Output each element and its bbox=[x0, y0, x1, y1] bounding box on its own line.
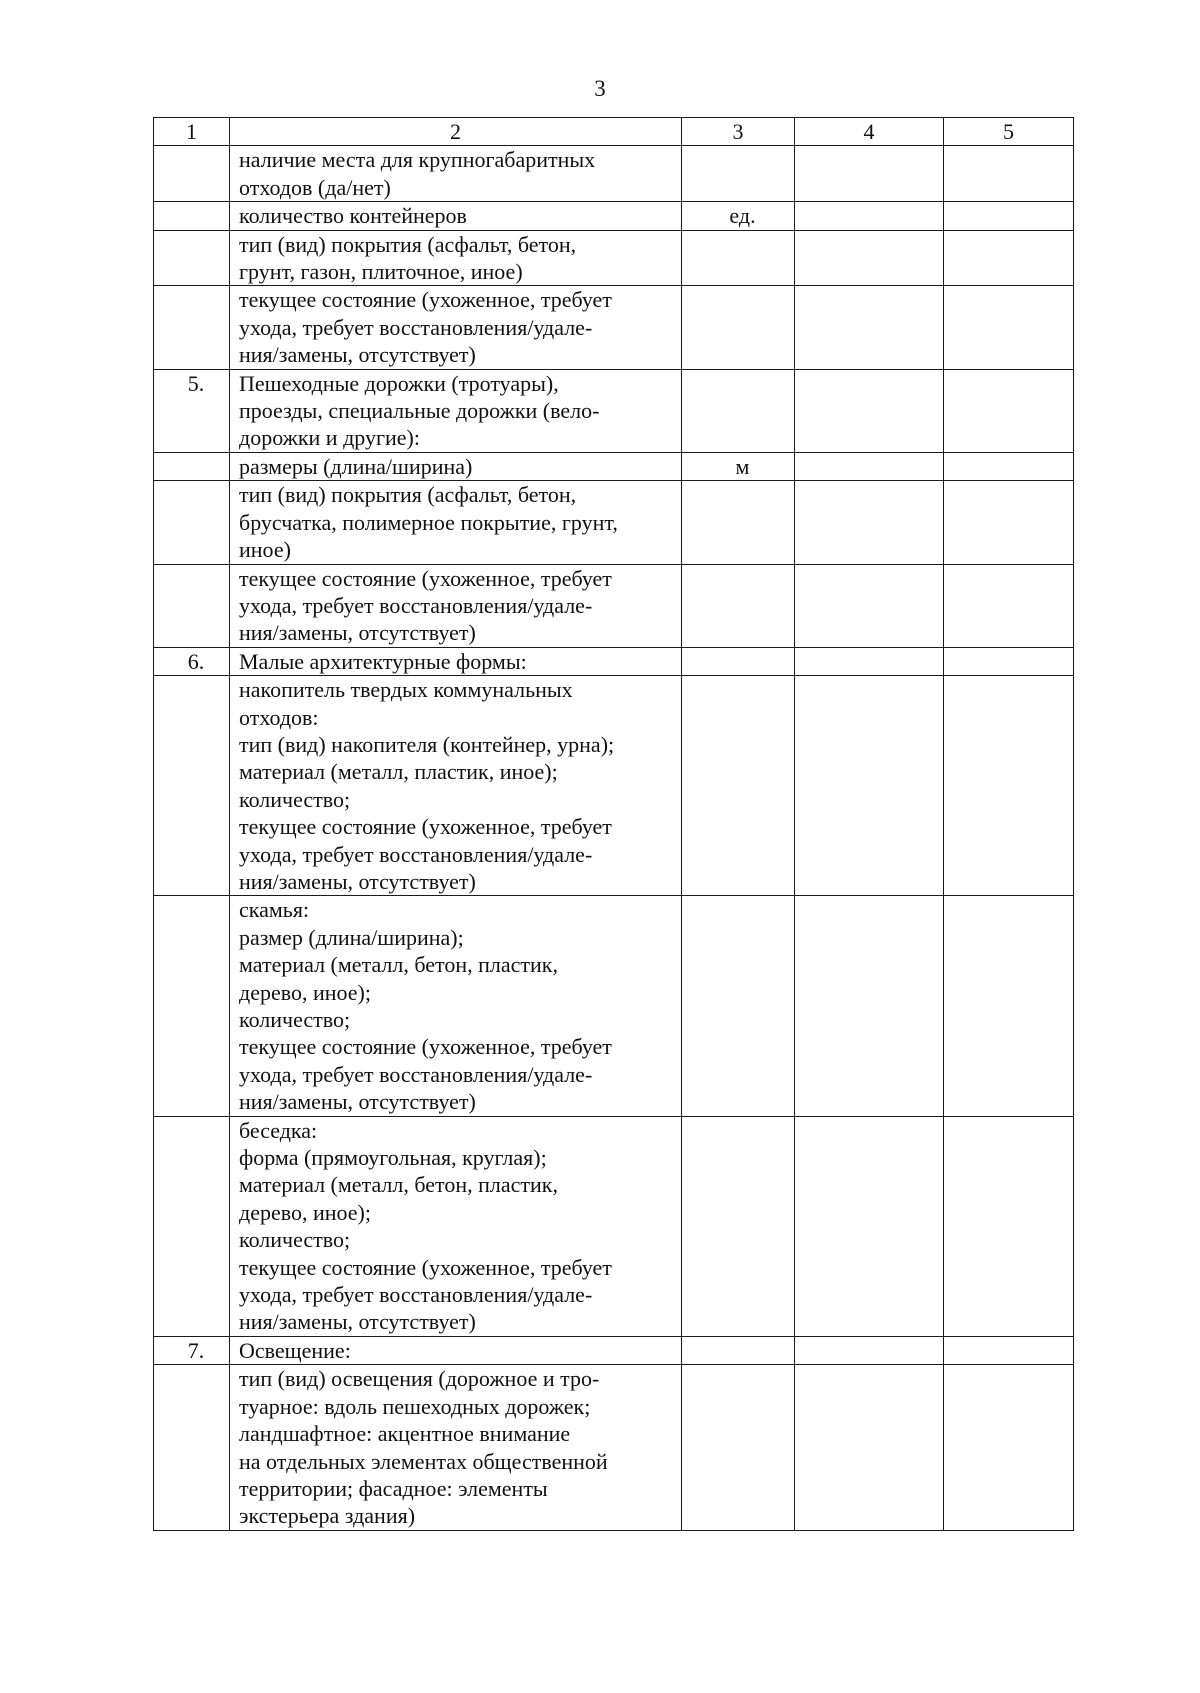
row-unit-cell bbox=[682, 896, 795, 1116]
row-number-cell bbox=[154, 286, 230, 369]
table-row bbox=[154, 452, 1074, 480]
row-number-cell bbox=[154, 1116, 230, 1336]
row-description-cell: накопитель твердых коммунальных отходов: тип (вид) накопителя (контейнер, урна); материал (металл, пластик, иное); количество; текущее состояние (ухоженное, требует ухода, требует восстановления/удале- ния/замены, отсутствует) bbox=[230, 676, 682, 896]
row-number-cell: 6. bbox=[154, 647, 230, 675]
table-row bbox=[154, 1365, 1074, 1530]
row-col4-cell bbox=[795, 1365, 944, 1530]
row-description-cell: количество контейнеров bbox=[230, 202, 682, 230]
row-col5-cell bbox=[944, 1336, 1074, 1364]
row-col4-cell bbox=[795, 369, 944, 452]
row-description-cell: скамья: размер (длина/ширина); материал (металл, бетон, пластик, дерево, иное); количество; текущее состояние (ухоженное, требует ухода, требует восстановления/удале- ния/замены, отсутствует) bbox=[230, 896, 682, 1116]
row-col4-cell bbox=[795, 1336, 944, 1364]
row-unit-cell: м bbox=[682, 452, 795, 480]
row-col4-cell bbox=[795, 286, 944, 369]
row-description-cell: размеры (длина/ширина) bbox=[230, 452, 682, 480]
row-unit-cell bbox=[682, 564, 795, 647]
row-unit-cell bbox=[682, 230, 795, 286]
table-row bbox=[154, 286, 1074, 369]
row-col4-cell bbox=[795, 452, 944, 480]
row-col5-cell bbox=[944, 647, 1074, 675]
row-number-cell bbox=[154, 146, 230, 202]
row-unit-cell bbox=[682, 369, 795, 452]
row-description-cell: текущее состояние (ухоженное, требует ухода, требует восстановления/удале- ния/замены, отсутствует) bbox=[230, 286, 682, 369]
assessment-table bbox=[153, 117, 1074, 1531]
row-unit-cell bbox=[682, 286, 795, 369]
table-row bbox=[154, 230, 1074, 286]
row-description-cell: наличие места для крупногабаритных отходов (да/нет) bbox=[230, 146, 682, 202]
table-row bbox=[154, 481, 1074, 564]
row-unit-cell bbox=[682, 481, 795, 564]
row-col4-cell bbox=[795, 676, 944, 896]
row-number-cell bbox=[154, 564, 230, 647]
table-row bbox=[154, 146, 1074, 202]
row-col5-cell bbox=[944, 1116, 1074, 1336]
row-col5-cell bbox=[944, 452, 1074, 480]
row-number-cell bbox=[154, 202, 230, 230]
row-description-cell: тип (вид) освещения (дорожное и тро- туарное: вдоль пешеходных дорожек; ландшафтное: акцентное внимание на отдельных элементах общественной территории; фасадное: элементы экстерьера здания) bbox=[230, 1365, 682, 1530]
table-row bbox=[154, 1336, 1074, 1364]
row-col5-cell bbox=[944, 1365, 1074, 1530]
table-row bbox=[154, 1116, 1074, 1336]
row-number-cell: 7. bbox=[154, 1336, 230, 1364]
header-cell-3: 3 bbox=[682, 118, 795, 146]
row-number-cell bbox=[154, 676, 230, 896]
row-col4-cell bbox=[795, 564, 944, 647]
row-description-cell: текущее состояние (ухоженное, требует ухода, требует восстановления/удале- ния/замены, отсутствует) bbox=[230, 564, 682, 647]
row-description-cell: Освещение: bbox=[230, 1336, 682, 1364]
row-col5-cell bbox=[944, 202, 1074, 230]
table-row bbox=[154, 647, 1074, 675]
row-col4-cell bbox=[795, 647, 944, 675]
row-col5-cell bbox=[944, 564, 1074, 647]
row-unit-cell bbox=[682, 647, 795, 675]
table-body bbox=[154, 146, 1074, 1530]
table-row bbox=[154, 676, 1074, 896]
table-row bbox=[154, 202, 1074, 230]
page-number: 3 bbox=[594, 76, 606, 101]
row-col5-cell bbox=[944, 230, 1074, 286]
row-number-cell bbox=[154, 452, 230, 480]
row-col4-cell bbox=[795, 230, 944, 286]
row-col4-cell bbox=[795, 1116, 944, 1336]
row-col4-cell bbox=[795, 896, 944, 1116]
row-description-cell: тип (вид) покрытия (асфальт, бетон, брусчатка, полимерное покрытие, грунт, иное) bbox=[230, 481, 682, 564]
row-description-cell: беседка: форма (прямоугольная, круглая); материал (металл, бетон, пластик, дерево, иное); количество; текущее состояние (ухоженное, требует ухода, требует восстановления/удале- ния/замены, отсутствует) bbox=[230, 1116, 682, 1336]
row-unit-cell: ед. bbox=[682, 202, 795, 230]
table-row bbox=[154, 369, 1074, 452]
header-cell-1: 1 bbox=[154, 118, 230, 146]
row-number-cell bbox=[154, 481, 230, 564]
header-cell-2: 2 bbox=[230, 118, 682, 146]
row-unit-cell bbox=[682, 146, 795, 202]
row-col4-cell bbox=[795, 146, 944, 202]
row-unit-cell bbox=[682, 1336, 795, 1364]
header-cell-5: 5 bbox=[944, 118, 1074, 146]
row-description-cell: Пешеходные дорожки (тротуары), проезды, специальные дорожки (вело- дорожки и другие): bbox=[230, 369, 682, 452]
table-row bbox=[154, 564, 1074, 647]
row-col5-cell bbox=[944, 676, 1074, 896]
row-col5-cell bbox=[944, 286, 1074, 369]
row-number-cell: 5. bbox=[154, 369, 230, 452]
row-number-cell bbox=[154, 896, 230, 1116]
row-col4-cell bbox=[795, 481, 944, 564]
row-unit-cell bbox=[682, 1116, 795, 1336]
row-col4-cell bbox=[795, 202, 944, 230]
row-description-cell: тип (вид) покрытия (асфальт, бетон, грунт, газон, плиточное, иное) bbox=[230, 230, 682, 286]
header-row bbox=[154, 118, 1074, 146]
row-number-cell bbox=[154, 230, 230, 286]
row-number-cell bbox=[154, 1365, 230, 1530]
row-unit-cell bbox=[682, 1365, 795, 1530]
row-description-cell: Малые архитектурные формы: bbox=[230, 647, 682, 675]
row-unit-cell bbox=[682, 676, 795, 896]
table-row bbox=[154, 896, 1074, 1116]
row-col5-cell bbox=[944, 369, 1074, 452]
header-cell-4: 4 bbox=[795, 118, 944, 146]
row-col5-cell bbox=[944, 146, 1074, 202]
row-col5-cell bbox=[944, 481, 1074, 564]
row-col5-cell bbox=[944, 896, 1074, 1116]
